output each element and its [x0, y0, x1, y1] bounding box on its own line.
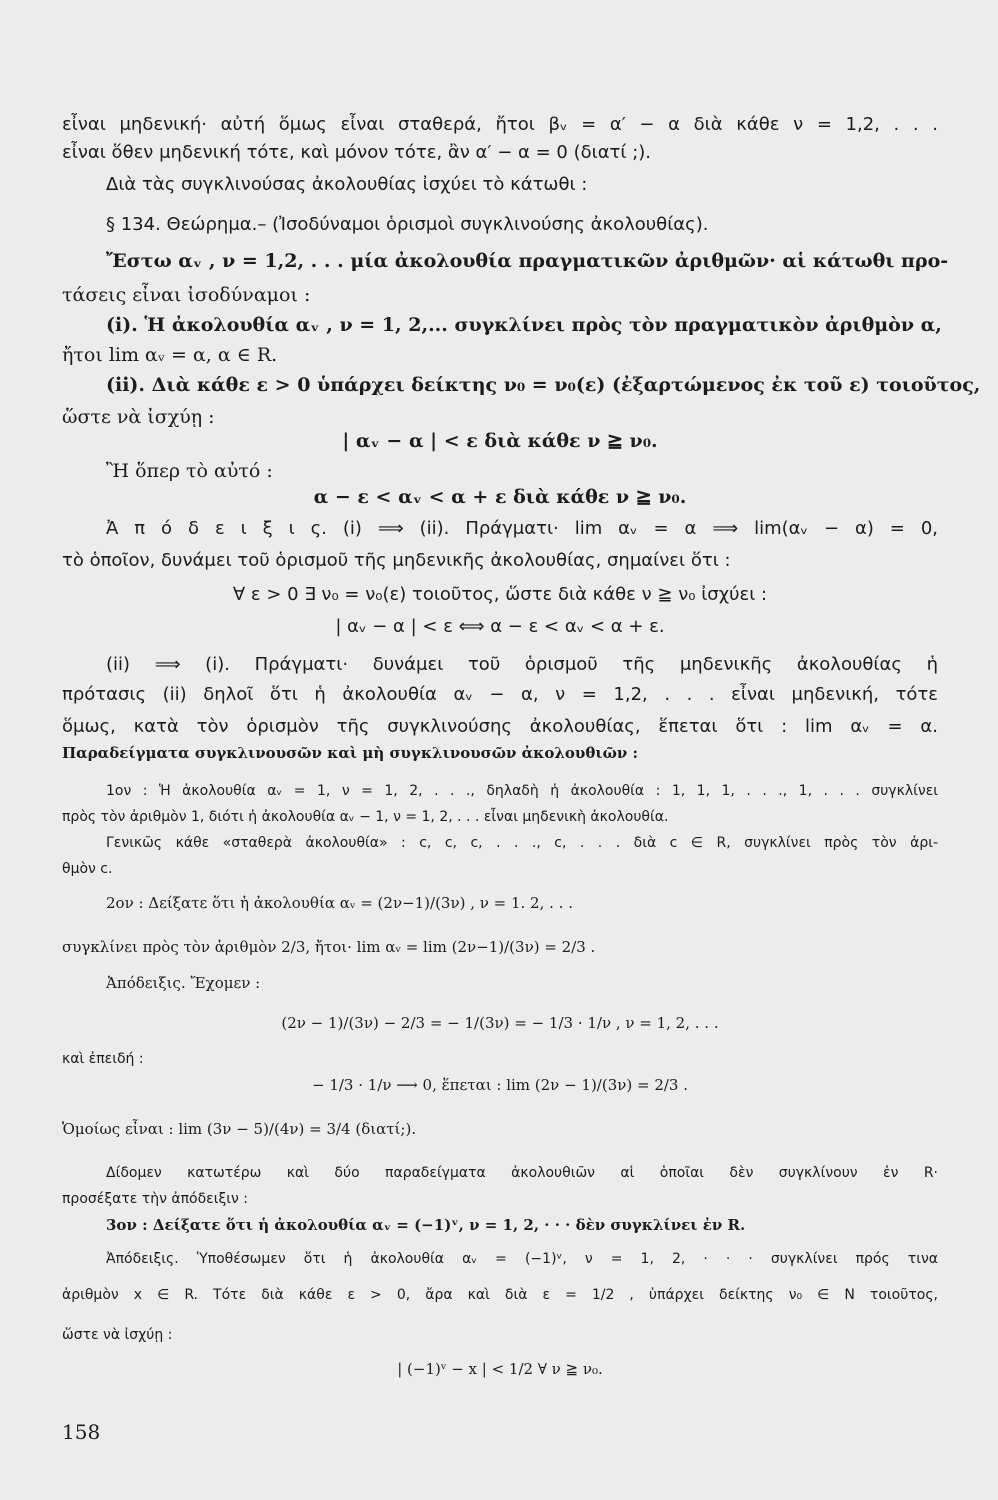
proof-line-3: (ii) ⟹ (i). Πράγματι· δυνάμει τοῦ ὁρισμοῦ τῆς μηδενικῆς ἀκολουθίας ἡ [106, 654, 938, 675]
example-2-formula-1: (2ν − 1)/(3ν) − 2/3 = − 1/(3ν) = − 1/3 · 1/ν , ν = 1, 2, . . . [281, 1014, 719, 1032]
example-1-line-3: Γενικῶς κάθε «σταθερὰ ἀκολουθία» : c, c, c, . . ., c, . . . διὰ c ∈ R, συγκλίνει πρὸς τὸν ἀρι- [106, 835, 938, 851]
intro-line-2: προσέξατε τὴν ἀπόδειξιν : [62, 1191, 248, 1207]
statement-ii: (ii). Διὰ κάθε ε > 0 ὑπάρχει δείκτης ν₀ = ν₀(ε) (ἐξαρτώμενος ἐκ τοῦ ε) τοιοῦτος, [106, 374, 981, 396]
text-line-1: εἶναι μηδενική· αὐτή ὅμως εἶναι σταθερά, ἤτοι βᵥ = α′ − α διὰ κάθε ν = 1,2, . . . [62, 114, 938, 135]
example-3-line-1: 3ον : Δείξατε ὅτι ἡ ἀκολουθία αᵥ = (−1)ᵛ, ν = 1, 2, · · · δὲν συγκλίνει ἐν R. [106, 1216, 746, 1234]
proof-formula-1: ∀ ε > 0 ∃ ν₀ = ν₀(ε) τοιοῦτος, ὥστε διὰ κάθε ν ≧ ν₀ ἰσχύει : [232, 584, 768, 605]
example-3-line-2: Ἀπόδειξις. Ὑποθέσωμεν ὅτι ἡ ἀκολουθία αᵥ = (−1)ᵛ, ν = 1, 2, · · · συγκλίνει πρός τινα [106, 1251, 938, 1267]
proof-formula-2: | αᵥ − α | < ε ⟺ α − ε < αᵥ < α + ε. [335, 616, 665, 637]
example-1-line-2: πρὸς τὸν ἀριθμὸν 1, διότι ἡ ἀκολουθία αᵥ − 1, ν = 1, 2, . . . εἶναι μηδενικὴ ἀκολουθία. [62, 809, 669, 825]
example-2-proof-label: Ἀπόδειξις. Ἔχομεν : [106, 974, 261, 992]
example-3-formula: | (−1)ᵛ − x | < 1/2 ∀ ν ≧ ν₀. [397, 1360, 603, 1378]
text-line-6: τάσεις εἶναι ἰσοδύναμοι : [62, 284, 311, 306]
example-3-line-4: ὥστε νὰ ἰσχύῃ : [62, 1327, 173, 1343]
text-line-2: εἶναι ὅθεν μηδενική τότε, καὶ μόνον τότε, ἂν α′ − α = 0 (διατί ;). [62, 142, 652, 163]
text-line-12: Ἢ ὅπερ τὸ αὐτό : [106, 460, 273, 482]
formula-abs-inequality: | αᵥ − α | < ε διὰ κάθε ν ≧ ν₀. [342, 430, 658, 452]
example-2-line-3: καὶ ἐπειδή : [62, 1051, 144, 1067]
text-line-3: Διὰ τὰς συγκλινούσας ἀκολουθίας ἰσχύει τὸ κάτωθι : [106, 174, 588, 195]
example-2-formula-2: − 1/3 · 1/ν ⟶ 0, ἕπεται : lim (2ν − 1)/(3ν) = 2/3 . [312, 1076, 688, 1094]
example-2-similarly: Ὁμοίως εἶναι : lim (3ν − 5)/(4ν) = 3/4 (διατί;). [62, 1120, 417, 1138]
proof-line-5: ὅμως, κατὰ τὸν ὁρισμὸν τῆς συγκλινούσης ἀκολουθίας, ἕπεται ὅτι : lim αᵥ = α. [62, 716, 938, 737]
formula-double-inequality: α − ε < αᵥ < α + ε διὰ κάθε ν ≧ ν₀. [313, 486, 687, 508]
example-1-line-4: θμὸν c. [62, 861, 113, 877]
example-2-line-2: συγκλίνει πρὸς τὸν ἀριθμὸν 2/3, ἤτοι· lim αᵥ = lim (2ν−1)/(3ν) = 2/3 . [62, 938, 596, 956]
theorem-heading: § 134. Θεώρημα.– (Ἰσοδύναμοι ὁρισμοὶ συγκλινούσης ἀκολουθίας). [106, 214, 709, 235]
examples-heading: Παραδείγματα συγκλινουσῶν καὶ μὴ συγκλινουσῶν ἀκολουθιῶν : [62, 744, 639, 762]
proof-line-2: τὸ ὁποῖον, δυνάμει τοῦ ὁρισμοῦ τῆς μηδενικῆς ἀκολουθίας, σημαίνει ὅτι : [62, 550, 731, 571]
example-3-line-3: ἀριθμὸν x ∈ R. Τότε διὰ κάθε ε > 0, ἄρα καὶ διὰ ε = 1/2 , ὑπάρχει δείκτης ν₀ ∈ N τοιοῦτος, [62, 1287, 938, 1303]
proof-line-1: Ἀ π ό δ ε ι ξ ι ς. (i) ⟹ (ii). Πράγματι· lim αᵥ = α ⟹ lim(αᵥ − α) = 0, [106, 518, 938, 539]
page-number: 158 [62, 1420, 101, 1444]
proof-line-4: πρότασις (ii) δηλοῖ ὅτι ἡ ἀκολουθία αᵥ − α, ν = 1,2, . . . εἶναι μηδενική, τότε [62, 684, 938, 705]
example-2-line-1: 2ον : Δείξατε ὅτι ἡ ἀκολουθία αᵥ = (2ν−1)/(3ν) , ν = 1. 2, . . . [106, 894, 573, 912]
example-1-line-1: 1ον : Ἡ ἀκολουθία αᵥ = 1, ν = 1, 2, . . ., δηλαδὴ ἡ ἀκολουθία : 1, 1, 1, . . ., 1, . . . συγκλίνει [106, 783, 938, 799]
text-line-10: ὥστε νὰ ἰσχύῃ : [62, 406, 215, 428]
text-line-8: ἤτοι lim αᵥ = α, α ∈ R. [62, 344, 278, 366]
text-line-5: Ἔστω αᵥ , ν = 1,2, . . . μία ἀκολουθία πραγματικῶν ἀριθμῶν· αἱ κάτωθι προ- [106, 250, 949, 272]
statement-i: (i). Ἡ ἀκολουθία αᵥ , ν = 1, 2,... συγκλίνει πρὸς τὸν πραγματικὸν ἀριθμὸν α, [106, 314, 942, 336]
intro-line-1: Δίδομεν κατωτέρω καὶ δύο παραδείγματα ἀκολουθιῶν αἱ ὁποῖαι δὲν συγκλίνουν ἐν R· [106, 1165, 938, 1181]
